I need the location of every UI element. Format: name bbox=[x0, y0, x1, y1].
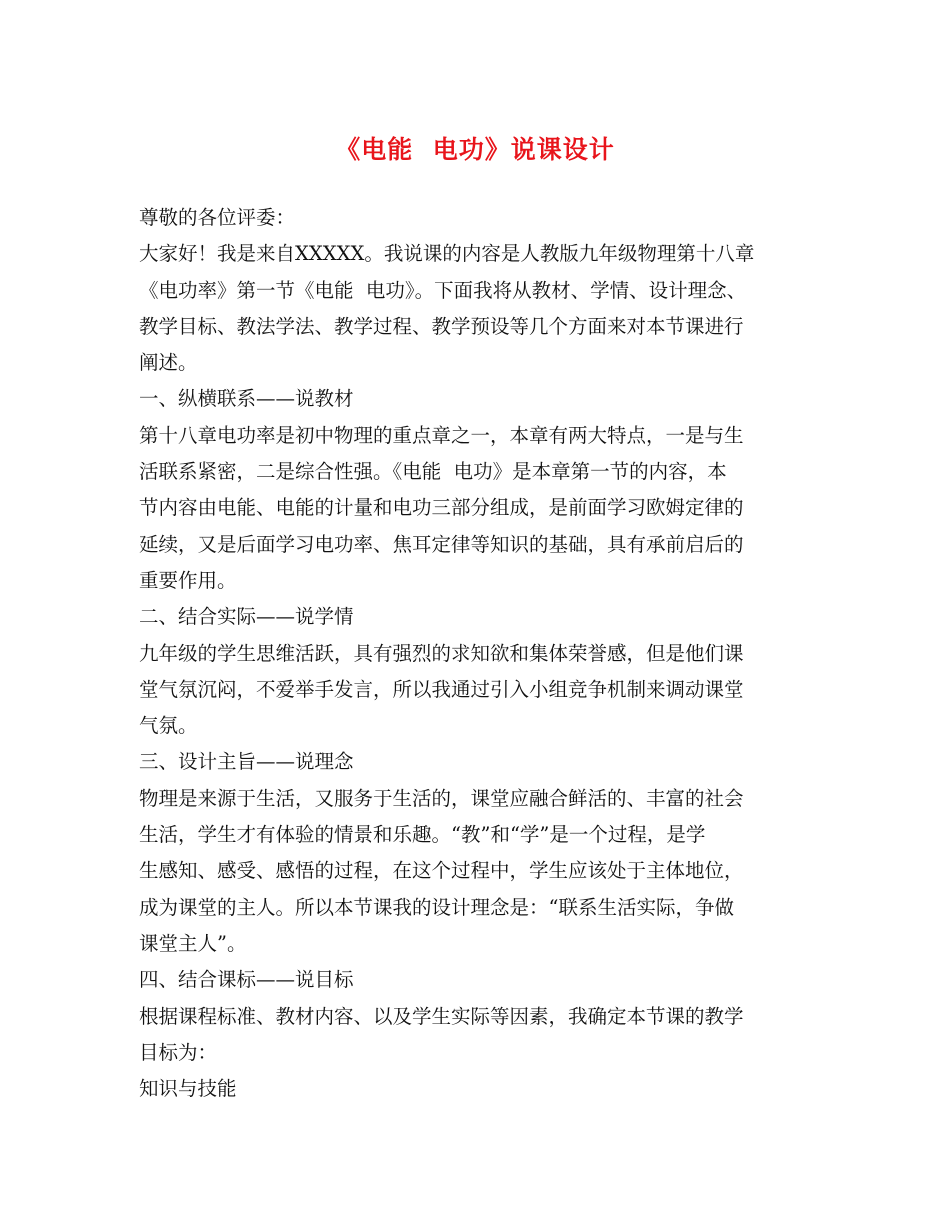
section-heading: 三、设计主旨——说理念 bbox=[139, 750, 354, 774]
section-heading: 二、结合实际——说学情 bbox=[139, 605, 354, 629]
paragraph-line: 根据课程标准、教材内容、以及学生实际等因素，我确定本节课的教学 bbox=[139, 1004, 744, 1028]
section-heading: 四、结合课标——说目标 bbox=[139, 968, 354, 992]
paragraph-line: 成为课堂的主人。所以本节课我的设计理念是：“联系生活实际，争做 bbox=[139, 895, 734, 919]
paragraph-line: 目标为： bbox=[139, 1040, 218, 1064]
paragraph-line: 节内容由电能、电能的计量和电功三部分组成，是前面学习欧姆定律的 bbox=[139, 496, 744, 520]
greeting-line: 尊敬的各位评委： bbox=[139, 206, 296, 229]
document-title: 《电能 电功》说课设计 bbox=[335, 135, 615, 164]
subsection-heading: 知识与技能 bbox=[139, 1077, 237, 1101]
paragraph-line: 活联系紧密，二是综合性强。《电能 电功》是本章第一节的内容，本 bbox=[139, 460, 727, 484]
paragraph-line: 阐述。 bbox=[139, 351, 198, 375]
paragraph-line: 延续，又是后面学习电功率、焦耳定律等知识的基础，具有承前启后的 bbox=[139, 532, 744, 556]
paragraph-line: 物理是来源于生活，又服务于生活的，课堂应融合鲜活的、丰富的社会 bbox=[139, 786, 744, 810]
paragraph-line: 生活，学生才有体验的情景和乐趣。“教”和“学”是一个过程，是学 bbox=[139, 823, 706, 847]
paragraph-line: 教学目标、教法学法、教学过程、教学预设等几个方面来对本节课进行 bbox=[139, 314, 744, 338]
paragraph-line: 气氛。 bbox=[139, 714, 198, 738]
document-body bbox=[139, 200, 829, 1107]
section-heading: 一、纵横联系——说教材 bbox=[139, 387, 354, 411]
paragraph-line: 九年级的学生思维活跃，具有强烈的求知欲和集体荣誉感，但是他们课 bbox=[139, 641, 744, 665]
paragraph-line: 重要作用。 bbox=[139, 568, 237, 592]
paragraph-line: 《电功率》第一节《电能 电功》。下面我将从教材、学情、设计理念、 bbox=[139, 278, 747, 302]
paragraph-line: 堂气氛沉闷，不爱举手发言，所以我通过引入小组竞争机制来调动课堂 bbox=[139, 677, 744, 701]
paragraph-line: 大家好！我是来自XXXXX。我说课的内容是人教版九年级物理第十八章 bbox=[139, 242, 755, 266]
paragraph-line: 第十八章电功率是初中物理的重点章之一，本章有两大特点，一是与生 bbox=[139, 423, 744, 447]
paragraph-line: 课堂主人”。 bbox=[139, 931, 247, 955]
paragraph-line: 生感知、感受、感悟的过程，在这个过程中，学生应该处于主体地位， bbox=[139, 859, 744, 883]
